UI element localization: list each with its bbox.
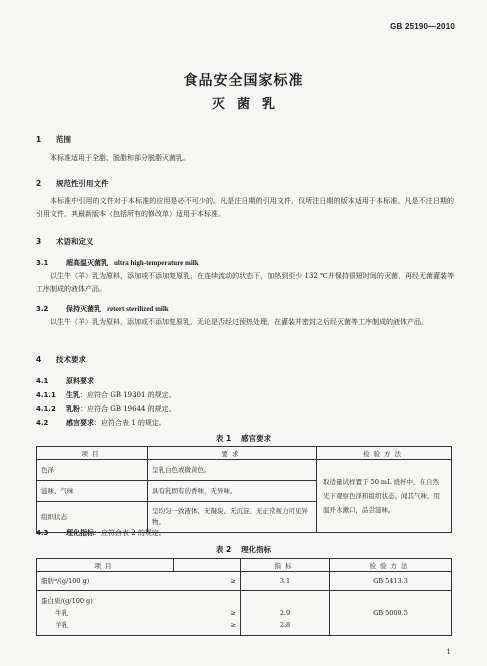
section-2-heading: 2 规范性引用文件 bbox=[36, 179, 109, 188]
table-cell: 组织状态 bbox=[37, 502, 148, 533]
column-header-spacer bbox=[174, 559, 241, 572]
column-header: 要求 bbox=[148, 447, 317, 460]
table-row bbox=[37, 591, 452, 636]
table-row bbox=[37, 572, 452, 591]
section-1-heading: 1 范围 bbox=[36, 135, 71, 144]
goat-milk-label: 羊乳 bbox=[55, 621, 68, 629]
section-1-text: 本标准适用于全脂、脱脂和部分脱脂灭菌乳。 bbox=[50, 154, 190, 162]
column-header: 项目 bbox=[37, 447, 148, 460]
table-cell: ≥ ≥ bbox=[174, 591, 241, 636]
section-4-heading: 4 技术要求 bbox=[36, 355, 86, 364]
cow-milk-label: 牛乳 bbox=[55, 609, 68, 617]
protein-label: 蛋白质/(g/100 g) bbox=[41, 597, 93, 605]
table-cell: 呈乳白色或微黄色。 bbox=[148, 460, 317, 481]
sensory-requirements-table bbox=[36, 446, 452, 533]
table-cell bbox=[37, 591, 174, 636]
document-subtitle: 灭菌乳 bbox=[211, 97, 287, 112]
table-cell: 呈均匀一致液体，无凝块、无沉淀、无正常视力可见异物。 bbox=[148, 502, 317, 533]
table-header-row bbox=[37, 447, 452, 460]
section-4-1-2: 4.1.2 乳粉：应符合 GB 19644 的规定。 bbox=[36, 405, 176, 413]
column-header: 检验方法 bbox=[330, 559, 452, 572]
table-cell: GB 5009.5 bbox=[330, 591, 452, 636]
table-cell: 色泽 bbox=[37, 460, 148, 481]
section-3-2-heading: 3.2 保持灭菌乳 retort sterilized milk bbox=[36, 305, 169, 313]
table-cell: 3.1 bbox=[241, 572, 330, 591]
table-cell: 滋味、气味 bbox=[37, 481, 148, 502]
table-row bbox=[37, 460, 452, 481]
section-3-2-text: 以生牛（羊）乳为原料，添加或不添加复原乳，无论是否经过预热处理，在灌装并密封之后经灭菌等工序制成的液体产品。 bbox=[50, 318, 428, 326]
table-1-caption: 表 1 感官要求 bbox=[215, 434, 272, 443]
document-title: 食品安全国家标准 bbox=[183, 73, 304, 89]
table-cell: 具有乳固有的香味，无异味。 bbox=[148, 481, 317, 502]
table-2-caption: 表 2 理化指标 bbox=[215, 545, 272, 554]
section-4-1-1: 4.1.1 生乳：应符合 GB 19301 的规定。 bbox=[36, 391, 176, 399]
table-cell: 2.9 2.8 bbox=[241, 591, 330, 636]
standard-number: GB 25190—2010 bbox=[390, 22, 455, 31]
physicochemical-indicators-table bbox=[36, 558, 452, 636]
table-cell: GB 5413.3 bbox=[330, 572, 452, 591]
section-4-3: 4.3 理化指标：应符合表 2 的规定。 bbox=[36, 529, 166, 537]
table-cell: ≥ bbox=[174, 572, 241, 591]
column-header: 项目 bbox=[37, 559, 174, 572]
column-header: 指标 bbox=[241, 559, 330, 572]
section-3-heading: 3 术语和定义 bbox=[36, 237, 94, 246]
section-3-1-text: 以生牛（羊）乳为原料，添加或不添加复原乳，在连续流动的状态下，加热到至少 132 ℃并保持很短时间的灭菌，再经无菌灌装等工序制成的液体产品。 bbox=[36, 272, 454, 293]
section-3-1-heading: 3.1 超高温灭菌乳 ultra high-temperature milk bbox=[36, 259, 199, 267]
page-number: 1 bbox=[446, 648, 451, 656]
section-4-2: 4.2 感官要求：应符合表 1 的规定。 bbox=[36, 419, 166, 427]
column-header: 检验方法 bbox=[317, 447, 452, 460]
test-method-cell: 取适量试样置于 50 mL 烧杯中，在自然光下观察色泽和组织状态。闻其气味，用温开水漱口，品尝滋味。 bbox=[317, 460, 452, 533]
section-4-1-heading: 4.1 原料要求 bbox=[36, 377, 94, 385]
table-header-row bbox=[37, 559, 452, 572]
table-cell: 脂肪ª/(g/100 g) bbox=[37, 572, 174, 591]
section-2-text: 本标准中引用的文件对于本标准的应用是必不可少的。凡是注日期的引用文件，仅所注日期的版本适用于本标准。凡是不注日期的引用文件，其最新版本（包括所有的修改单）适用于本标准。 bbox=[36, 197, 454, 218]
